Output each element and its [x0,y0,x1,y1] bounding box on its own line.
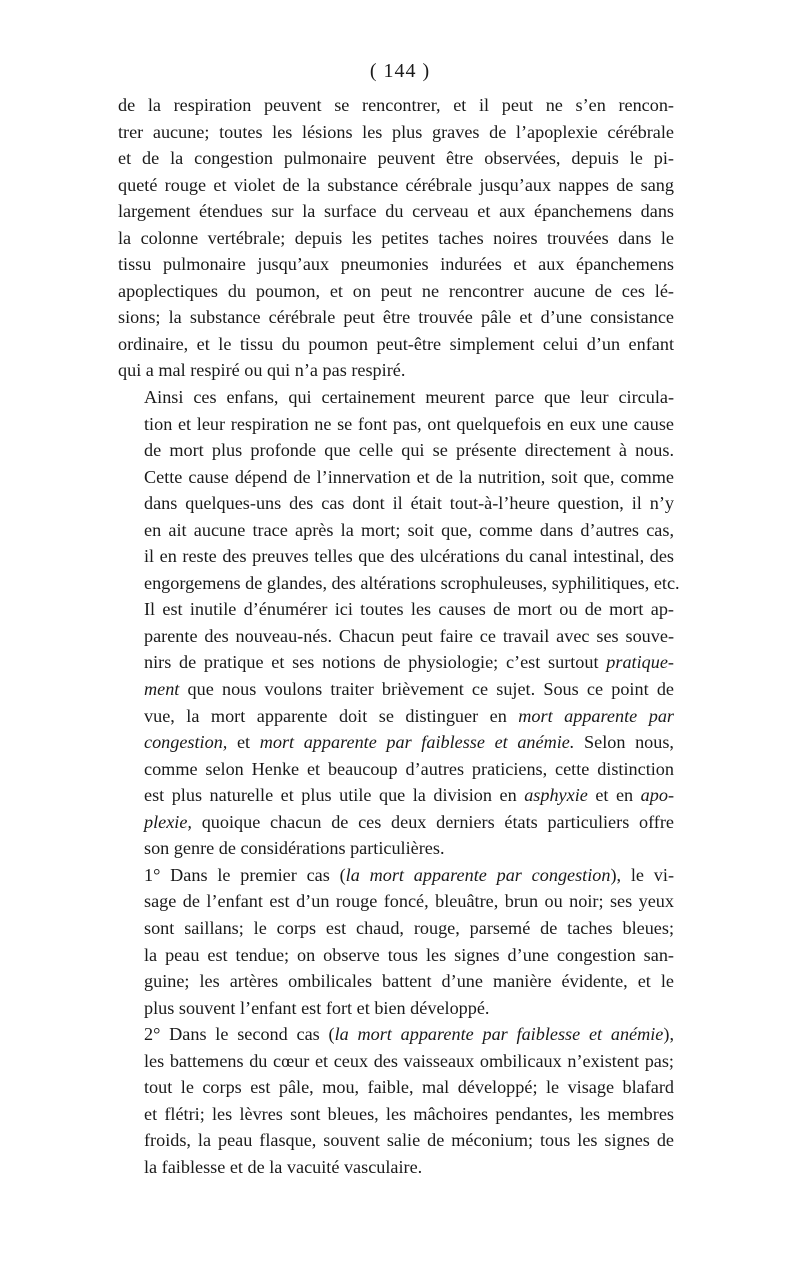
text-segment: sions; la substance cérébrale peut être trouvée pâle et d’une consistance [118,307,674,328]
text-segment: tissu pulmonaire jusqu’aux pneumonies indurées et aux épanchemens [118,254,674,275]
text-segment: froids, la peau flasque, souvent salie de méconium; tous les signes de [144,1130,674,1151]
text-segment: quoique chacun de ces deux derniers états particuliers offre [191,811,674,832]
text-line [118,411,674,438]
text-segment: sont saillans; le corps est chaud, rouge, parsemé de taches bleues; [144,917,674,938]
text-line [118,995,674,1022]
text-segment: queté rouge et violet de la substance cérébrale jusqu’aux nappes de sang [118,174,674,195]
text-segment: la colonne vertébrale; depuis les petites taches noires trouvées dans le [118,227,674,248]
text-line [118,623,674,650]
text-line [118,888,674,915]
text-line [118,782,674,809]
text-line [118,1074,674,1101]
text-line [118,1048,674,1075]
text-segment: tion et leur respiration ne se font pas, ont quelquefois en eux une cause [144,413,674,434]
text-line [118,862,674,889]
text-line [118,729,674,756]
paragraph [118,862,674,1021]
text-segment: Il est inutile d’énumérer ici toutes les causes de mort ou de mort ap- [144,599,674,620]
paragraph [118,384,680,596]
italic-segment: congestion, [144,732,228,753]
text-line [118,172,674,199]
text-segment: largement étendues sur la surface du cerveau et aux épanchemens dans [118,201,674,222]
text-segment: Cette cause dépend de l’innervation et de la nutrition, soit que, comme [144,466,674,487]
text-segment: la faiblesse et de la vacuité vasculaire. [144,1156,423,1177]
paragraph [118,1021,674,1180]
text-segment: il en reste des preuves telles que des ulcérations du canal intestinal, des [144,546,674,567]
text-segment: guine; les artères ombilicales battent d’une manière évidente, et le [144,971,674,992]
text-line [118,278,674,305]
italic-segment: pratique- [606,652,674,673]
text-segment: tout le corps est pâle, mou, faible, mal développé; le visage blafard [144,1077,674,1098]
text-segment: et flétri; les lèvres sont bleues, les mâchoires pendantes, les membres [144,1103,674,1124]
text-line [118,915,674,942]
page-number: ( 144 ) [369,60,431,82]
text-line [118,835,674,862]
text-line [118,1154,674,1181]
text-segment: la peau est tendue; on observe tous les signes d’une congestion san- [144,944,674,965]
text-segment: de la respiration peuvent se rencontrer, et il peut ne s’en rencon- [118,95,674,115]
text-line [118,92,674,119]
text-line [118,942,674,969]
italic-segment: plexie, [144,811,192,832]
text-segment: et [227,732,260,753]
italic-segment: ment [144,679,180,700]
text-line [118,384,674,411]
text-segment: ordinaire, et le tissu du poumon peut-être simplement celui d’un enfant [118,333,674,354]
italic-segment: asphyxie [524,785,588,806]
italic-segment: la mort apparente par faiblesse et anémie [334,1024,664,1045]
text-line [118,251,674,278]
text-line [118,809,674,836]
text-line [118,304,674,331]
body-text [118,92,680,1180]
text-segment: son genre de considérations particulières. [144,838,445,859]
italic-segment: apo- [640,785,674,806]
text-line [118,517,674,544]
text-line [118,331,674,358]
text-line [118,490,674,517]
italic-segment: mort apparente par faiblesse et anémie. [259,732,575,753]
text-segment: apoplectiques du poumon, et on peut ne rencontrer aucune de ces lé- [118,280,674,301]
text-line [118,1021,674,1048]
text-line [118,596,674,623]
text-segment: engorgemens de glandes, des altérations scrophuleuses, syphilitiques, etc. [144,572,680,593]
text-segment: comme selon Henke et beaucoup d’autres praticiens, cette distinction [144,758,674,779]
text-line [118,119,674,146]
text-segment: trer aucune; toutes les lésions les plus graves de l’apoplexie cérébrale [118,121,674,142]
text-segment: parente des nouveau-nés. Chacun peut faire ce travail avec ses souve- [144,625,674,646]
text-line [118,649,674,676]
text-line [118,968,674,995]
text-segment: les battemens du cœur et ceux des vaisseaux ombilicaux n’existent pas; [144,1050,674,1071]
text-segment: que nous voulons traiter brièvement ce sujet. Sous ce point de [179,679,674,700]
text-segment: et de la congestion pulmonaire peuvent être observées, depuis le pi- [118,148,674,169]
text-line [118,145,674,172]
paragraph [118,596,674,861]
text-line [118,1101,674,1128]
text-segment: plus souvent l’enfant est fort et bien développé. [144,997,490,1018]
text-line [118,543,674,570]
text-segment: et en [587,785,641,806]
italic-segment: mort apparente par [518,705,674,726]
text-segment: ), [663,1024,674,1045]
text-segment: 2° Dans le second cas ( [144,1024,335,1045]
text-segment: de mort plus profonde que celle qui se présente directement à nous. [144,440,674,461]
text-segment: Ainsi ces enfans, qui certainement meurent parce que leur circula- [144,387,674,408]
text-line [118,676,674,703]
text-segment: dans quelques-uns des cas dont il était tout-à-l’heure question, il n’y [144,493,674,514]
text-line [118,357,674,384]
italic-segment: la mort apparente par congestion [345,864,611,885]
text-segment: est plus naturelle et plus utile que la division en [144,785,525,806]
text-segment: vue, la mort apparente doit se distinguer en [144,705,519,726]
text-line [118,198,674,225]
text-segment: nirs de pratique et ses notions de physiologie; c’est surtout [144,652,607,673]
text-line [118,570,680,597]
text-line [118,464,674,491]
text-segment: ), le vi- [610,864,675,885]
text-line [118,1127,674,1154]
text-line [118,703,674,730]
text-segment: qui a mal respiré ou qui n’a pas respiré. [118,360,406,381]
text-segment: sage de l’enfant est d’un rouge foncé, bleuâtre, brun ou noir; ses yeux [144,891,674,912]
text-segment: Selon nous, [574,732,674,753]
text-segment: 1° Dans le premier cas ( [144,864,346,885]
text-line [118,756,674,783]
paragraph [118,92,674,384]
text-segment: en ait aucune trace après la mort; soit que, comme dans d’autres cas, [144,519,674,540]
text-line [118,225,674,252]
text-line [118,437,674,464]
